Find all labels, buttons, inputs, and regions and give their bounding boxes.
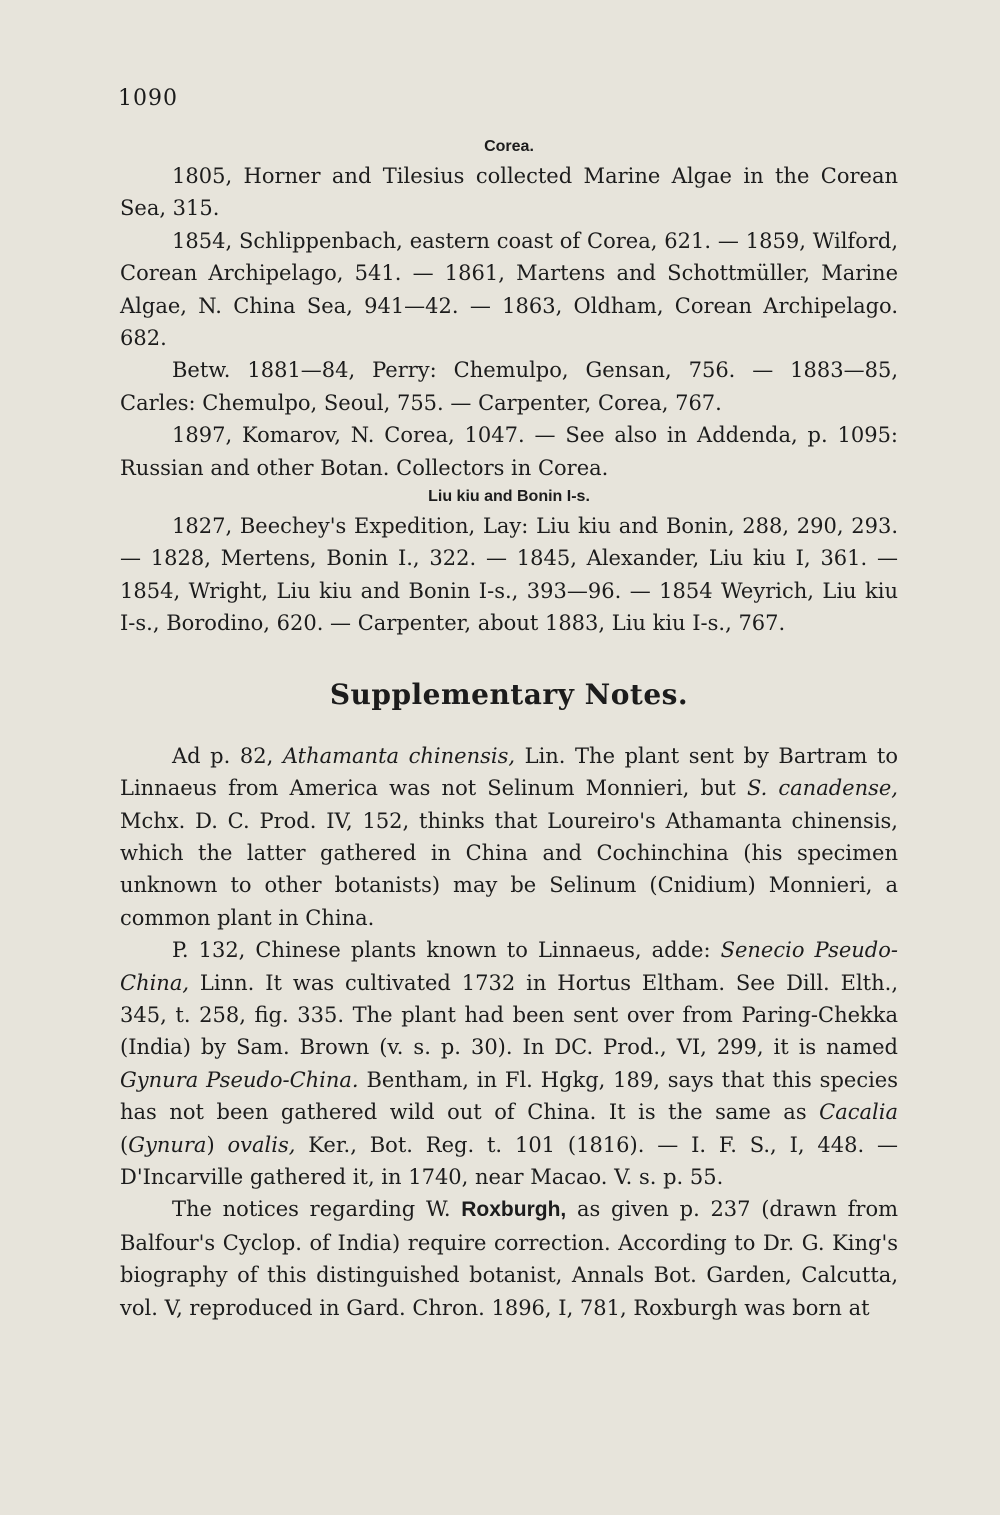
paragraph: 1805, Horner and Tilesius collected Marine Algae in the Corean Sea, 315. [120,164,898,221]
paragraph: 1827, Beechey's Expedition, Lay: Liu kiu and Bonin, 288, 290, 293. — 1828, Mertens, Bonin I., 322. — 1845, Alexander, Liu kiu I, 361. — 1854, Wright, Liu kiu and Bonin I-s., 393—96. — 1854 Weyrich, Liu kiu I-s., Borodino, 620. — Carpenter, about 1883, Liu kiu I-s., 767. [120,514,898,636]
section-heading-liukiu: Liu kiu and Bonin I-s. [428,488,590,506]
paragraph: 1897, Komarov, N. Corea, 1047. — See also in Addenda, p. 1095: Russian and other Botan. Collectors in Corea. [120,423,898,480]
paragraph: P. 132, Chinese plants known to Linnaeus, adde: Senecio Pseudo-China, Linn. It was cultivated 1732 in Hortus Eltham. See Dill. Elth., 345, t. 258, fig. 335. The plant had been sent over from Paring-Chekka (India) by Sam. Brown (v. s. p. 30). In DC. Prod., VI, 299, it is named Gynura Pseudo-China. Bentham, in Fl. Hgkg, 189, says that this species has not been gathered wild out of China. It is the same as Cacalia (Gynura) ovalis, Ker., Bot. Reg. t. 101 (1816). — I. F. S., I, 448. — D'Incarville gathered it, in 1740, near Macao. V. s. p. 55. [120,938,898,1189]
section-heading-corea: Corea. [484,138,534,155]
body-text [120,134,898,1324]
paragraph: 1854, Schlippenbach, eastern coast of Corea, 621. — 1859, Wilford, Corean Archipelago, 541. — 1861, Martens and Schottmüller, Marine Algae, N. China Sea, 941—42. — 1863, Oldham, Corean Archipelago. 682. [120,228,898,351]
paragraph: Ad p. 82, Athamanta chinensis, Lin. The plant sent by Bartram to Linnaeus from America was not Selinum Monnieri, but S. canadense, Mchx. D. C. Prod. IV, 152, thinks that Loureiro's Athamanta chinensis, which the latter gathered in China and Cochinchina (his specimen unknown to other botanists) may be Selinum (Cnidium) Monnieri, a common plant in China. [120,743,898,930]
section-heading-supplementary: Supplementary Notes. [329,677,689,711]
paragraph: Betw. 1881—84, Perry: Chemulpo, Gensan, 756. — 1883—85, Carles: Chemulpo, Seoul, 755. — Carpenter, Corea, 767. [120,358,898,415]
paragraph: The notices regarding W. Roxburgh, as given p. 237 (drawn from Balfour's Cyclop. of India) require correction. According to Dr. G. King's biography of this distinguished botanist, Annals Bot. Garden, Calcutta, vol. V, reproduced in Gard. Chron. 1896, I, 781, Roxburgh was born at [120,1197,898,1320]
page-number: 1090 [118,86,178,111]
